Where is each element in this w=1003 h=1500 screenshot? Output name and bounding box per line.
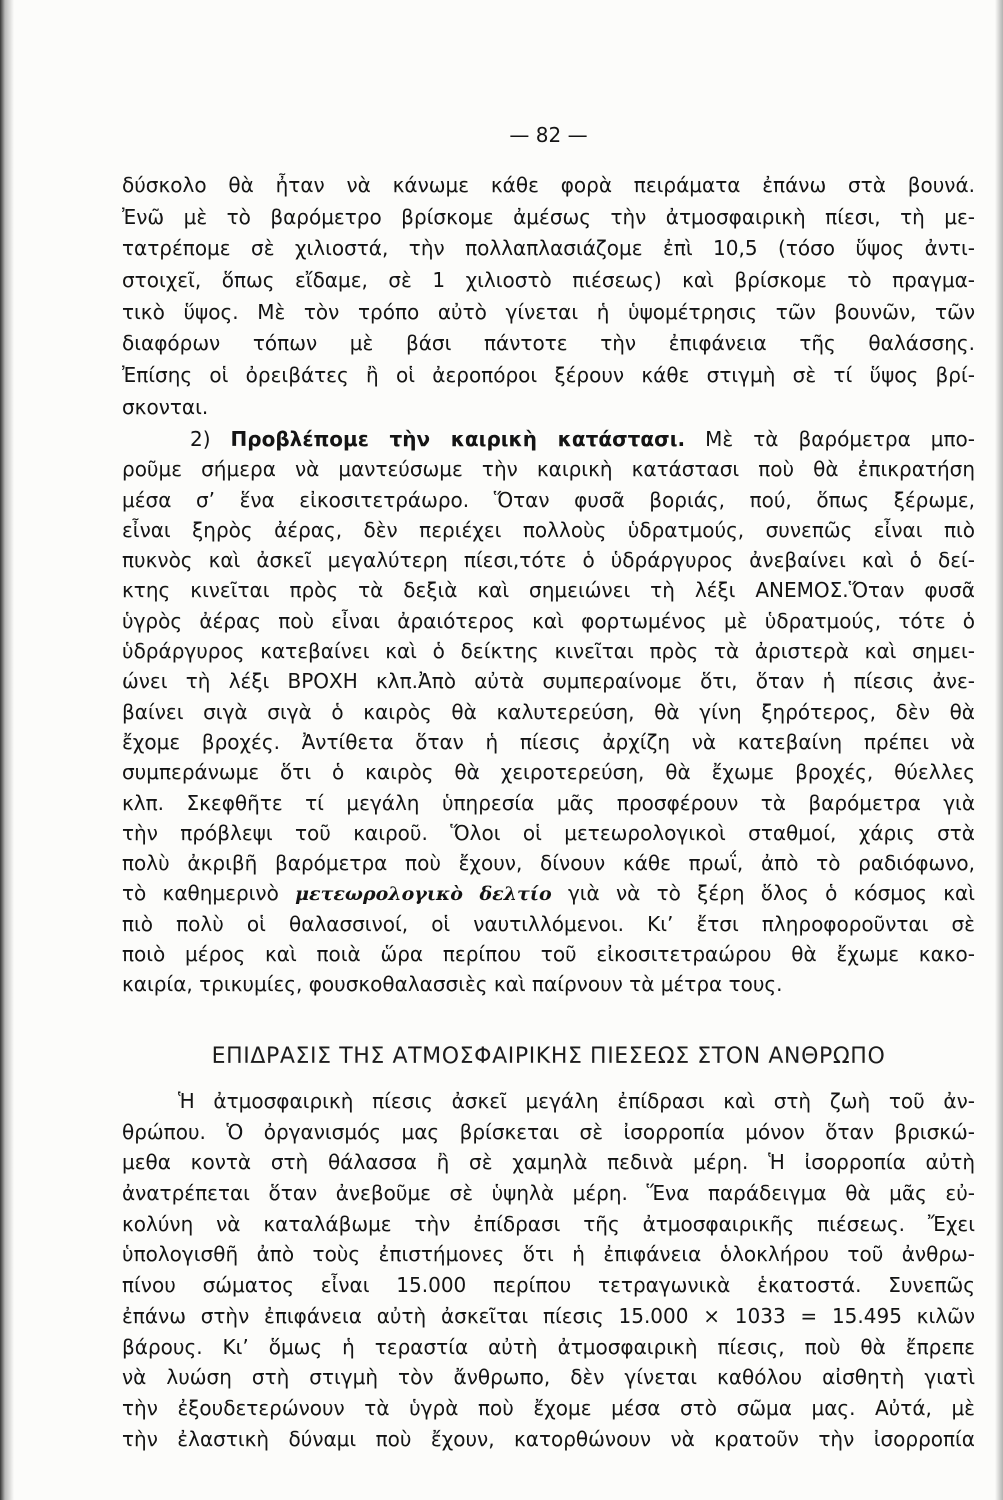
- text-line: ὑδράργυρος κατεβαίνει καὶ ὁ δείκτης κινεῖται πρὸς τὰ ἀριστερὰ καὶ σημει-: [122, 639, 975, 664]
- text-line: τατρέπομε σὲ χιλιοστά, τὴν πολλαπλασιάζομε ἐπὶ 10,5 (τόσο ὕψος ἀντι-: [122, 236, 975, 261]
- text-line: εἶναι ξηρὸς ἀέρας, δὲν περιέχει πολλοὺς ὑδρατμούς, συνεπῶς εἶναι πιὸ: [122, 517, 975, 542]
- paragraph-weather-forecast: [122, 424, 975, 1000]
- scan-edge-right: [995, 0, 1003, 1500]
- text-line: κτης κινεῖται πρὸς τὰ δεξιὰ καὶ σημειώνει τὴ λέξι ΑΝΕΜΟΣ.Ὅταν φυσᾶ: [122, 578, 975, 603]
- text-line: Ἐπίσης οἱ ὀρειβάτες ἢ οἱ ἀεροπόροι ξέρουν κάθε στιγμὴ σὲ τί ὕψος βρί-: [122, 363, 975, 388]
- text-line: [122, 424, 975, 454]
- text-line: μέσα σ’ ἕνα εἰκοσιτετράωρο. Ὅταν φυσᾶ βοριάς, πού, ὅπως ξέρωμε,: [122, 487, 975, 512]
- text-line: ἐπάνω στὴν ἐπιφάνεια αὐτὴ ἀσκεῖται πίεσις 15.000 × 1033 = 15.495 κιλῶν: [122, 1303, 975, 1328]
- text-line: Ἐνῶ μὲ τὸ βαρόμετρο βρίσκομε ἀμέσως τὴν ἀτμοσφαιρικὴ πίεσι, τὴ με-: [122, 204, 975, 229]
- text-line: ροῦμε σήμερα νὰ μαντεύσωμε τὴν καιρικὴ κατάστασι ποὺ θὰ ἐπικρατήση: [122, 457, 975, 482]
- text-line: νὰ λυώση στὴ στιγμὴ τὸν ἄνθρωπο, δὲν γίνεται καθόλου αἰσθητὴ γιατὶ: [122, 1365, 975, 1390]
- paragraph-altimetry: [122, 170, 975, 424]
- text-segment: Μὲ τὰ βαρόμετρα μπο-: [685, 427, 975, 451]
- text-line: τὴν πρόβλεψι τοῦ καιροῦ. Ὅλοι οἱ μετεωρολογικοὶ σταθμοί, χάρις στὰ: [122, 820, 975, 845]
- text-line: τὴν ἐλαστικὴ δύναμι ποὺ ἔχουν, κατορθώνουν νὰ κρατοῦν τὴν ἰσορροπία: [122, 1426, 975, 1451]
- text-line: στοιχεῖ, ὅπως εἴδαμε, σὲ 1 χιλιοστὸ πιέσεως) καὶ βρίσκομε τὸ πραγμα-: [122, 268, 975, 293]
- text-line: πιὸ πολὺ οἱ θαλασσινοί, οἱ ναυτιλλόμενοι. Κι’ ἔτσι πληροφοροῦνται σὲ: [122, 911, 975, 936]
- text-line: κλπ. Σκεφθῆτε τί μεγάλη ὑπηρεσία μᾶς προσφέρουν τὰ βαρόμετρα γιὰ: [122, 790, 975, 815]
- text-line: ὑγρὸς ἀέρας ποὺ εἶναι ἀραιότερος καὶ φορτωμένος μὲ ὑδρατμούς, τότε ὁ: [122, 608, 975, 633]
- text-line: πυκνὸς καὶ ἀσκεῖ μεγαλύτερη πίεσι,τότε ὁ ὑδράργυρος ἀνεβαίνει καὶ ὁ δεί-: [122, 548, 975, 573]
- text-line: κολύνη νὰ καταλάβωμε τὴν ἐπίδρασι τῆς ἀτμοσφαιρικῆς πιέσεως. Ἔχει: [122, 1211, 975, 1236]
- text-line: ὑπολογισθῆ ἀπὸ τοὺς ἐπιστήμονες ὅτι ἡ ἐπιφάνεια ὁλοκλήρου τοῦ ἀνθρω-: [122, 1242, 975, 1267]
- text-line: διαφόρων τόπων μὲ βάσι πάντοτε τὴν ἐπιφάνεια τῆς θαλάσσης.: [122, 331, 975, 356]
- text-line: [122, 878, 975, 908]
- text-line: δύσκολο θὰ ἦταν νὰ κάνωμε κάθε φορὰ πειράματα ἐπάνω στὰ βουνά.: [122, 173, 975, 197]
- scan-edge-left: [0, 0, 14, 1500]
- section-heading: ΕΠΙΔΡΑΣΙΣ ΤΗΣ ΑΤΜΟΣΦΑΙΡΙΚΗΣ ΠΙΕΣΕΩΣ ΣΤΟΝ ΑΝΘΡΩΠΟ: [211, 1044, 886, 1069]
- paragraph-pressure-effect: [122, 1086, 975, 1454]
- text-line: σκονται.: [122, 394, 209, 419]
- text-line: τικὸ ὕψος. Μὲ τὸν τρόπο αὐτὸ γίνεται ἡ ὑψομέτρησις τῶν βουνῶν, τῶν: [122, 299, 975, 324]
- list-number: 2): [190, 427, 231, 451]
- italic-phrase: μετεωρολογικὸ δελτίο: [295, 883, 552, 906]
- text-line: ποιὸ μέρος καὶ ποιὰ ὥρα περίπου τοῦ εἰκοσιτετραώρου θὰ ἔχωμε κακο-: [122, 942, 975, 967]
- text-line: τὴν ἐξουδετερώνουν τὰ ὑγρὰ ποὺ ἔχομε μέσα στὸ σῶμα μας. Αὐτά, μὲ: [122, 1395, 975, 1420]
- text-line: ώνει τὴ λέξι ΒΡΟΧΗ κλπ.Ἀπὸ αὐτὰ συμπεραίνομε ὅτι, ὅταν ἡ πίεσις ἀνε-: [122, 669, 975, 694]
- text-line: Ἡ ἀτμοσφαιρικὴ πίεσις ἀσκεῖ μεγάλη ἐπίδρασι καὶ στὴ ζωὴ τοῦ ἀν-: [178, 1089, 975, 1113]
- bold-subheading: Προβλέπομε τὴν καιρικὴ κατάστασι.: [230, 427, 686, 451]
- page-number: — 82 —: [509, 123, 588, 147]
- text-line: μεθα κοντὰ στὴ θάλασσα ἢ σὲ χαμηλὰ πεδινὰ μέρη. Ἡ ἰσορροπία αὐτὴ: [122, 1150, 975, 1175]
- text-line: συμπεράνωμε ὅτι ὁ καιρὸς θὰ χειροτερεύση, θὰ ἔχωμε βροχές, θύελλες: [122, 760, 975, 785]
- text-segment: γιὰ νὰ τὸ ξέρη ὅλος ὁ κόσμος καὶ: [551, 881, 975, 906]
- text-segment: τὸ καθημερινὸ: [122, 881, 296, 906]
- text-line: βαίνει σιγὰ σιγὰ ὁ καιρὸς θὰ καλυτερεύση, θὰ γίνη ξηρότερος, δὲν θὰ: [122, 699, 975, 724]
- text-line: θρώπου. Ὁ ὀργανισμός μας βρίσκεται σὲ ἰσορροπία μόνον ὅταν βρισκώ-: [122, 1119, 975, 1144]
- text-line: πίνου σώματος εἶναι 15.000 περίπου τετραγωνικὰ ἑκατοστά. Συνεπῶς: [122, 1273, 975, 1298]
- text-line: βάρους. Κι’ ὅμως ἡ τεραστία αὐτὴ ἀτμοσφαιρικὴ πίεσις, ποὺ θὰ ἔπρεπε: [122, 1334, 975, 1359]
- text-line: καιρία, τρικυμίες, φουσκοθαλασσιὲς καὶ παίρνουν τὰ μέτρα τους.: [122, 972, 783, 997]
- text-line: ἀνατρέπεται ὅταν ἀνεβοῦμε σὲ ὑψηλὰ μέρη. Ἕνα παράδειγμα θὰ μᾶς εὐ-: [122, 1181, 975, 1206]
- text-line: ἔχομε βροχές. Ἀντίθετα ὅταν ἡ πίεσις ἀρχίζη νὰ κατεβαίνη πρέπει νὰ: [122, 729, 975, 754]
- text-line: πολὺ ἀκριβῆ βαρόμετρα ποὺ ἔχουν, δίνουν κάθε πρωΐ, ἀπὸ τὸ ραδιόφωνο,: [122, 851, 975, 876]
